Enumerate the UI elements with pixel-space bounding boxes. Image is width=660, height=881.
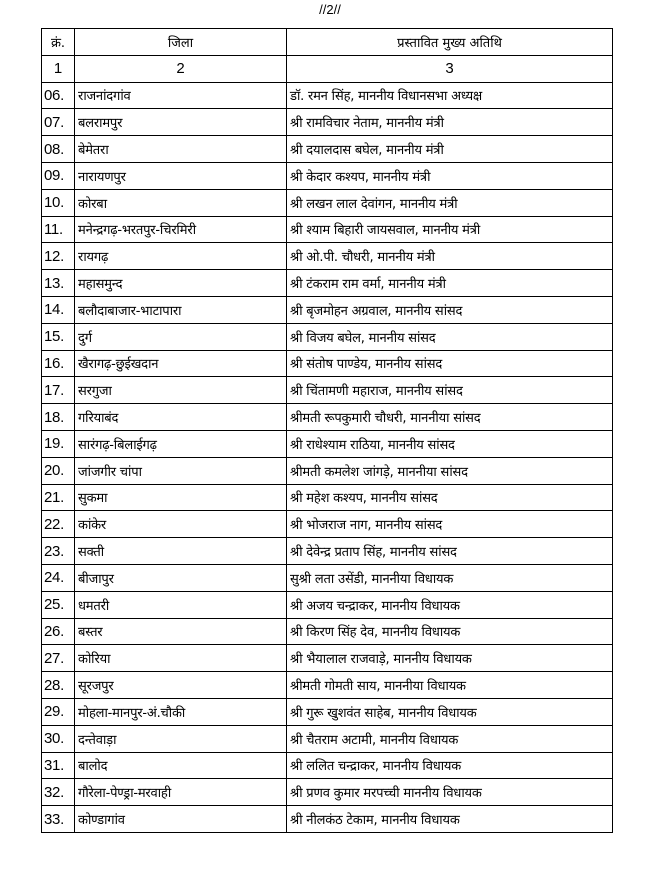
header-district: जिला [75, 29, 287, 56]
table-row [42, 430, 613, 457]
row-chief-guest: श्री केदार कश्यप, माननीय मंत्री [287, 162, 613, 189]
table-row [42, 296, 613, 323]
row-district: सक्ती [75, 538, 287, 565]
row-serial: 19. [42, 430, 75, 457]
row-district: गौरेला-पेण्ड्रा-मरवाही [75, 779, 287, 806]
row-serial: 18. [42, 404, 75, 431]
row-serial: 24. [42, 564, 75, 591]
row-serial: 28. [42, 672, 75, 699]
header-serial: क्रं. [42, 29, 75, 56]
table-row [42, 457, 613, 484]
row-district: सुकमा [75, 484, 287, 511]
index-col-2: 2 [75, 55, 287, 82]
row-serial: 23. [42, 538, 75, 565]
table-row [42, 189, 613, 216]
table-row [42, 216, 613, 243]
row-district: खैरागढ़-छुईखदान [75, 350, 287, 377]
row-chief-guest: श्री किरण सिंह देव, माननीय विधायक [287, 618, 613, 645]
row-chief-guest: श्री भैयालाल राजवाड़े, माननीय विधायक [287, 645, 613, 672]
row-district: कांकेर [75, 511, 287, 538]
row-district: गरियाबंद [75, 404, 287, 431]
row-serial: 32. [42, 779, 75, 806]
table-row [42, 350, 613, 377]
table-row [42, 404, 613, 431]
row-chief-guest: श्री विजय बघेल, माननीय सांसद [287, 323, 613, 350]
table-row [42, 672, 613, 699]
row-serial: 13. [42, 270, 75, 297]
row-serial: 31. [42, 752, 75, 779]
chief-guest-table [41, 28, 613, 833]
row-district: सूरजपुर [75, 672, 287, 699]
row-serial: 17. [42, 377, 75, 404]
row-district: रायगढ़ [75, 243, 287, 270]
row-chief-guest: डॉ. रमन सिंह, माननीय विधानसभा अध्यक्ष [287, 82, 613, 109]
row-district: सारंगढ़-बिलाईगढ़ [75, 430, 287, 457]
row-district: दन्तेवाड़ा [75, 725, 287, 752]
row-serial: 11. [42, 216, 75, 243]
row-chief-guest: श्रीमती रूपकुमारी चौधरी, माननीया सांसद [287, 404, 613, 431]
row-chief-guest: श्रीमती कमलेश जांगड़े, माननीया सांसद [287, 457, 613, 484]
table-row [42, 538, 613, 565]
row-district: नारायणपुर [75, 162, 287, 189]
row-chief-guest: सुश्री लता उसेंडी, माननीया विधायक [287, 564, 613, 591]
row-district: बीजापुर [75, 564, 287, 591]
table-row [42, 109, 613, 136]
row-chief-guest: श्री टंकराम राम वर्मा, माननीय मंत्री [287, 270, 613, 297]
row-serial: 30. [42, 725, 75, 752]
row-chief-guest: श्री देवेन्द्र प्रताप सिंह, माननीय सांसद [287, 538, 613, 565]
table-row [42, 82, 613, 109]
table-row [42, 243, 613, 270]
row-serial: 10. [42, 189, 75, 216]
row-district: धमतरी [75, 591, 287, 618]
table-row [42, 136, 613, 163]
table-header-row [42, 29, 613, 56]
row-serial: 27. [42, 645, 75, 672]
row-serial: 16. [42, 350, 75, 377]
row-chief-guest: श्री लखन लाल देवांगन, माननीय मंत्री [287, 189, 613, 216]
row-district: महासमुन्द [75, 270, 287, 297]
table-row [42, 725, 613, 752]
row-serial: 15. [42, 323, 75, 350]
row-serial: 07. [42, 109, 75, 136]
row-district: कोण्डागांव [75, 806, 287, 833]
row-serial: 20. [42, 457, 75, 484]
table-row [42, 377, 613, 404]
index-col-1: 1 [42, 55, 75, 82]
row-district: बलरामपुर [75, 109, 287, 136]
table-row [42, 591, 613, 618]
row-chief-guest: श्री संतोष पाण्डेय, माननीय सांसद [287, 350, 613, 377]
row-serial: 06. [42, 82, 75, 109]
table-row [42, 618, 613, 645]
table-row [42, 564, 613, 591]
row-chief-guest: श्री रामविचार नेताम, माननीय मंत्री [287, 109, 613, 136]
row-district: बलौदाबाजार-भाटापारा [75, 296, 287, 323]
row-district: कोरबा [75, 189, 287, 216]
row-chief-guest: श्री गुरू खुशवंत साहेब, माननीय विधायक [287, 698, 613, 725]
row-district: दुर्ग [75, 323, 287, 350]
row-district: कोरिया [75, 645, 287, 672]
table-row [42, 323, 613, 350]
table-row [42, 645, 613, 672]
row-serial: 21. [42, 484, 75, 511]
row-chief-guest: श्री भोजराज नाग, माननीय सांसद [287, 511, 613, 538]
row-chief-guest: श्री ललित चन्द्राकर, माननीय विधायक [287, 752, 613, 779]
index-col-3: 3 [287, 55, 613, 82]
table-row [42, 511, 613, 538]
row-serial: 25. [42, 591, 75, 618]
row-chief-guest: श्री श्याम बिहारी जायसवाल, माननीय मंत्री [287, 216, 613, 243]
row-district: मोहला-मानपुर-अं.चौकी [75, 698, 287, 725]
table-row [42, 162, 613, 189]
row-district: मनेन्द्रगढ़-भरतपुर-चिरमिरी [75, 216, 287, 243]
row-district: बालोद [75, 752, 287, 779]
table-row [42, 779, 613, 806]
row-serial: 14. [42, 296, 75, 323]
row-district: बस्तर [75, 618, 287, 645]
row-serial: 26. [42, 618, 75, 645]
header-chief-guest: प्रस्तावित मुख्य अतिथि [287, 29, 613, 56]
row-serial: 29. [42, 698, 75, 725]
row-chief-guest: श्रीमती गोमती साय, माननीया विधायक [287, 672, 613, 699]
row-chief-guest: श्री चैतराम अटामी, माननीय विधायक [287, 725, 613, 752]
row-chief-guest: श्री चिंतामणी महाराज, माननीय सांसद [287, 377, 613, 404]
table-row [42, 752, 613, 779]
row-chief-guest: श्री महेश कश्यप, माननीय सांसद [287, 484, 613, 511]
row-chief-guest: श्री अजय चन्द्राकर, माननीय विधायक [287, 591, 613, 618]
row-serial: 22. [42, 511, 75, 538]
row-district: बेमेतरा [75, 136, 287, 163]
row-chief-guest: श्री ओ.पी. चौधरी, माननीय मंत्री [287, 243, 613, 270]
table-index-row [42, 55, 613, 82]
row-district: सरगुजा [75, 377, 287, 404]
row-chief-guest: श्री बृजमोहन अग्रवाल, माननीय सांसद [287, 296, 613, 323]
table-row [42, 698, 613, 725]
row-district: राजनांदगांव [75, 82, 287, 109]
row-serial: 12. [42, 243, 75, 270]
row-serial: 09. [42, 162, 75, 189]
row-chief-guest: श्री राधेश्याम राठिया, माननीय सांसद [287, 430, 613, 457]
table-row [42, 806, 613, 833]
page-number: //2// [319, 2, 341, 17]
row-chief-guest: श्री दयालदास बघेल, माननीय मंत्री [287, 136, 613, 163]
row-chief-guest: श्री प्रणव कुमार मरपच्ची माननीय विधायक [287, 779, 613, 806]
table-row [42, 484, 613, 511]
row-district: जांजगीर चांपा [75, 457, 287, 484]
row-serial: 08. [42, 136, 75, 163]
table-row [42, 270, 613, 297]
row-serial: 33. [42, 806, 75, 833]
row-chief-guest: श्री नीलकंठ टेकाम, माननीय विधायक [287, 806, 613, 833]
